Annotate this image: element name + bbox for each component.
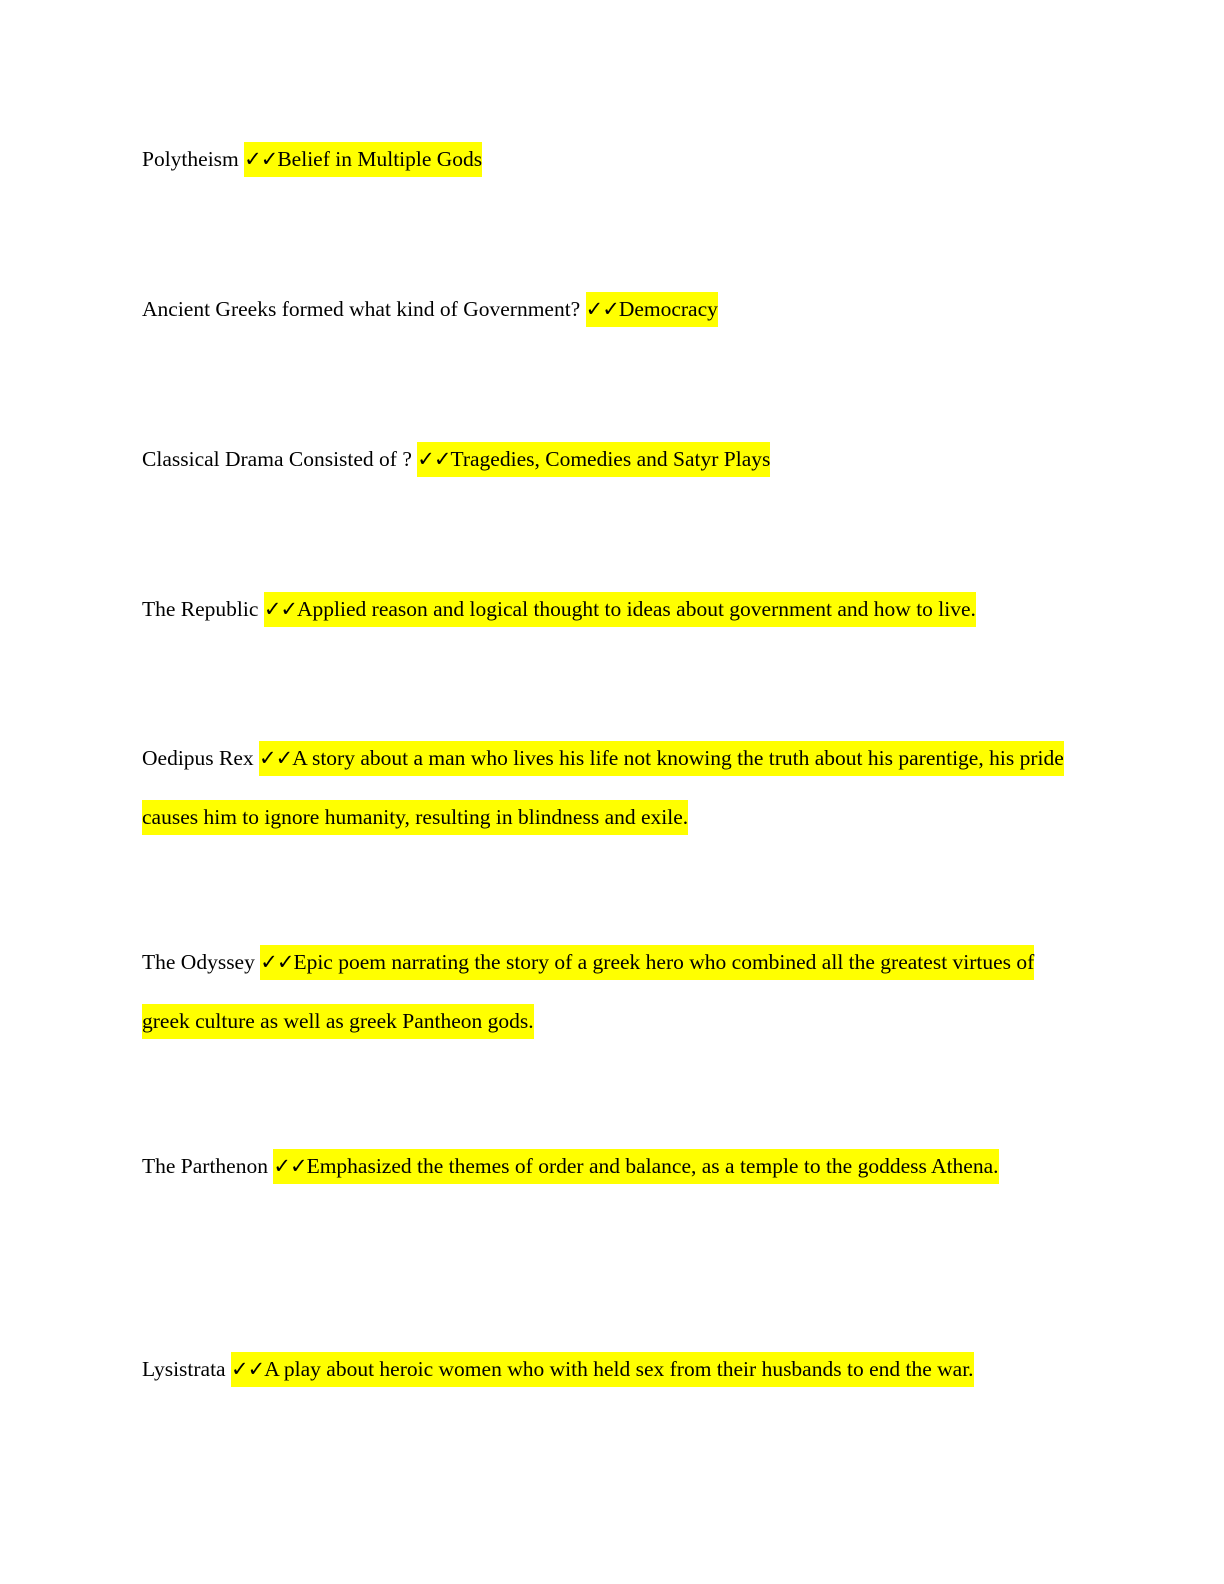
term-label: Ancient Greeks formed what kind of Government? [142,297,581,321]
answer-highlight [231,1352,974,1387]
definition-text: Belief in Multiple Gods [277,147,483,171]
term-label: The Odyssey [142,950,255,974]
double-check-icon: ✓✓ [230,1357,265,1381]
flashcard-entry [142,430,1082,489]
term-label: Polytheism [142,147,239,171]
answer-highlight [417,442,770,477]
flashcard-entry [142,130,1082,189]
answer-highlight [273,1149,998,1184]
double-check-icon: ✓✓ [260,950,294,974]
double-check-icon: ✓✓ [585,297,619,321]
answer-highlight [244,142,482,177]
definition-text: Epic poem narrating the story of a greek hero who combined all the greatest virtues of greek culture as well as greek Pantheon gods. [142,950,1035,1033]
term-label: The Republic [142,597,259,621]
definition-text: Tragedies, Comedies and Satyr Plays [450,447,771,471]
answer-highlight [264,592,976,627]
term-label: Lysistrata [142,1357,226,1381]
term-label: Oedipus Rex [142,746,254,770]
flashcard-entry [142,729,1082,847]
double-check-icon: ✓✓ [273,1154,307,1178]
flashcard-entry [142,280,1082,339]
flashcard-entry [142,1137,1082,1196]
answer-highlight [142,945,1034,1039]
definition-text: A story about a man who lives his life not knowing the truth about his parentige, his pride causes him to ignore humanity, resulting in blindness and exile. [142,746,1064,829]
flashcard-entry [142,933,1082,1051]
definition-text: Applied reason and logical thought to ideas about government and how to live. [297,597,976,621]
flashcard-entry [142,1340,1082,1399]
definition-text: Democracy [618,297,718,321]
double-check-icon: ✓✓ [263,597,298,621]
term-label: Classical Drama Consisted of ? [142,447,412,471]
double-check-icon: ✓✓ [244,147,278,171]
definition-text: Emphasized the themes of order and balance, as a temple to the goddess Athena. [306,1154,999,1178]
double-check-icon: ✓✓ [259,746,293,770]
term-label: The Parthenon [142,1154,268,1178]
answer-highlight [586,292,718,327]
definition-text: A play about heroic women who with held sex from their husbands to end the war. [264,1357,974,1381]
answer-highlight [142,741,1064,835]
double-check-icon: ✓✓ [417,447,451,471]
flashcard-entry [142,580,1082,639]
